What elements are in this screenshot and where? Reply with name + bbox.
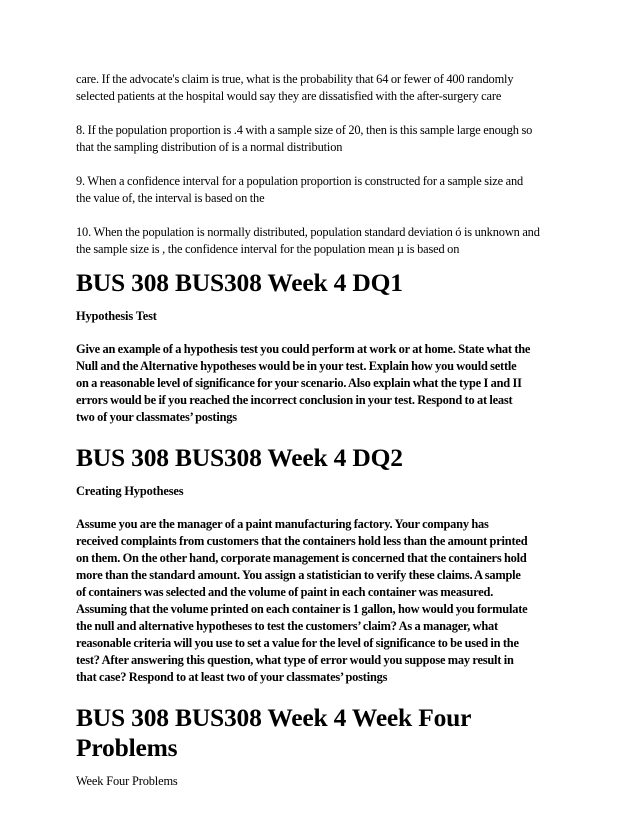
text-line: the sample size is , the confidence interval for the population mean µ is based on: [76, 242, 460, 256]
text-line: Assume you are the manager of a paint manufacturing factory. Your company has: [76, 517, 489, 531]
text-line: errors would be if you reached the incorrect conclusion in your test. Respond to at least: [76, 393, 513, 407]
section-heading-dq1: BUS 308 BUS308 Week 4 DQ1: [76, 268, 403, 297]
text-line: more than the standard amount. You assign a statistician to verify these claims. A sample: [76, 568, 521, 582]
question-7-continuation: [76, 71, 568, 105]
section-heading-week-four-problems: [76, 703, 568, 763]
question-10: [76, 224, 568, 258]
heading-line: Problems: [76, 733, 178, 762]
question-9: [76, 173, 568, 207]
document-page: [76, 71, 568, 790]
text-line: that case? Respond to at least two of your classmates’ postings: [76, 670, 388, 684]
text-line: the value of, the interval is based on the: [76, 191, 265, 205]
text-line: two of your classmates’ postings: [76, 410, 237, 424]
text-line: Null and the Alternative hypotheses would be in your test. Explain how you would settle: [76, 359, 517, 373]
text-line: of containers was selected and the volume of paint in each container was measured.: [76, 585, 494, 599]
text-line: test? After answering this question, what type of error would you suppose may result in: [76, 653, 514, 667]
text-line: care. If the advocate's claim is true, what is the probability that 64 or fewer of 400 randomly: [76, 72, 514, 86]
text-line: received complaints from customers that the containers hold less than the amount printed: [76, 534, 528, 548]
section-subhead-dq2: Creating Hypotheses: [76, 484, 184, 498]
text-line: on them. On the other hand, corporate management is concerned that the containers hold: [76, 551, 527, 565]
text-line: on a reasonable level of significance for your scenario. Also explain what the type I and II: [76, 376, 522, 390]
text-line: that the sampling distribution of is a normal distribution: [76, 140, 343, 154]
text-line: 10. When the population is normally distributed, population standard deviation ó is unknown and: [76, 225, 540, 239]
text-line: 9. When a confidence interval for a population proportion is constructed for a sample size and: [76, 174, 524, 188]
section-subhead-week-four-problems: Week Four Problems: [76, 774, 178, 788]
section-body-dq1: [76, 341, 568, 426]
text-line: reasonable criteria will you use to set a value for the level of significance to be used in the: [76, 636, 519, 650]
text-line: selected patients at the hospital would say they are dissatisfied with the after-surgery care: [76, 89, 502, 103]
section-subhead-dq1: Hypothesis Test: [76, 309, 157, 323]
text-line: Give an example of a hypothesis test you could perform at work or at home. State what the: [76, 342, 531, 356]
section-heading-dq2: BUS 308 BUS308 Week 4 DQ2: [76, 443, 403, 472]
section-body-dq2: [76, 516, 568, 686]
text-line: Assuming that the volume printed on each container is 1 gallon, how would you formulate: [76, 602, 528, 616]
question-8: [76, 122, 568, 156]
text-line: 8. If the population proportion is .4 with a sample size of 20, then is this sample large enough so: [76, 123, 533, 137]
text-line: the null and alternative hypotheses to test the customers’ claim? As a manager, what: [76, 619, 498, 633]
heading-line: BUS 308 BUS308 Week 4 Week Four: [76, 703, 472, 732]
